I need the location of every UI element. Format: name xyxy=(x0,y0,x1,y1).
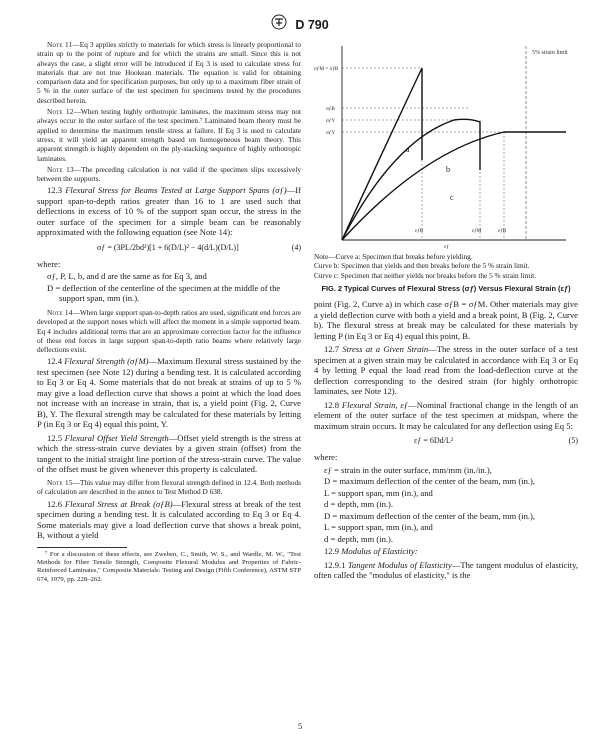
section-12-4: 12.4 Flexural Strength (σƒM)—Maximum flexural stress sustained by the test specimen (see Note 12) during a bending test. It is calculated according to Eq 3 or Eq 4. Some materials that do not break at strains of up to 5 % may give a load deflection curve that shows a point at which the load does not increase with an increase in strain, that is, a yield point (Fig. 2, Curve B), Y. The flexural strength may be calculated for these materials by letting P (in Eq 3 or Eq 4) equal this point, Y. xyxy=(37,356,301,430)
section-12-6: 12.6 Flexural Stress at Break (σƒB)—Flexural stress at break of the test specimen during a bending test. It is calculated according to Eq 3 or Eq 4. Some materials may give a load deflection curve that shows a break point, B, without a yield xyxy=(37,498,301,541)
figure-notes xyxy=(314,252,578,280)
note-14: Note 14—When large support span-to-depth ratios are used, significant end forces are developed at the support noses which will affect the moment in a simple supported beam. Eq 4 includes additional terms that are an approximate correction factor for the influence of these end forces in large support span-to-depth ratio beams where relatively large deflections exist. xyxy=(37,307,301,355)
astm-logo-icon xyxy=(271,14,287,35)
figure-2 xyxy=(314,40,578,250)
where-definition: L = support span, mm (in.), and xyxy=(324,522,433,533)
page-number: 5 xyxy=(297,721,303,731)
curve-label-b: b xyxy=(446,165,450,174)
where-definition: D = maximum deflection of the center of the beam, mm (in.), xyxy=(324,510,536,521)
where-definition: L = support span, mm (in.), and xyxy=(324,487,433,498)
section-12-8: 12.8 Flexural Strain, εƒ—Nominal fractional change in the length of an element of the outer surface of the test specimen at midspan, where the maximum strain occurs. It may be calculated for any deflection using Eq 5: xyxy=(314,399,578,431)
x-tick-label: εƒB xyxy=(415,228,424,234)
left-column xyxy=(37,40,301,584)
curve-a xyxy=(342,68,422,240)
note-12: Note 12—When testing highly orthotropic laminates, the maximum stress may not always occur in the outer surface of the test specimen.⁷ Laminated beam theory must be applied to determine the maximum tensile stress at failure. If Eq 3 is used to calculate stress, it will yield an apparent strength based on homogeneous beam theory. This apparent strength is highly dependent on the ply-stacking sequence of highly orthotropic laminates. xyxy=(37,107,302,163)
section-12-9: 12.9 Modulus of Elasticity: xyxy=(324,546,418,557)
curve-label-c: c xyxy=(450,193,454,202)
where-definition: σƒ, P, L, b, and d are the same as for Eq 3, and xyxy=(47,271,207,282)
equation-4-number: (4) xyxy=(291,242,301,252)
where-definition: d = depth, mm (in.). xyxy=(324,499,394,510)
section-12-9-1: 12.9.1 Tangent Modulus of Elasticity—The tangent modulus of elasticity, often called the "modulus of elasticity," is the xyxy=(314,559,579,581)
x-tick-label: εƒB xyxy=(498,228,507,234)
note-13: Note 13—The preceding calculation is not valid if the specimen slips excessively between the supports. xyxy=(37,164,301,184)
section-12-6-continued: point (Fig. 2, Curve a) in which case σƒB = σƒM. Other materials may give a yield deflection curve with both a yield and a break point, B (Fig. 2, Curve b). The flexural stress at break may be calculated for these materials by letting P (in Eq 3 or Eq 4) equal this point, B. xyxy=(314,299,578,341)
equation-5 xyxy=(314,434,578,450)
where-definition: d = depth, mm (in.). xyxy=(324,533,394,544)
note-11: Note 11—Eq 3 applies strictly to materials for which stress is linearly proportional to strain up to the point of rupture and for which the strains are small. Since this is not always the case, a slight error will be introduced if Eq 3 is used to calculate stress for materials that are not true Hookean materials. The equation is valid for obtaining comparison data and for specification purposes, but only up to a maximum fiber strain of 5 % in the outer surface of the test specimen for specimens tested by the procedures described herein. xyxy=(37,40,301,105)
where-definition: D = deflection of the centerline of the specimen at the middle of the support span, mm (in.). xyxy=(47,282,281,304)
note-15: Note 15—This value may differ from flexural strength defined in 12.4. Both methods of calculation are described in the annex to Test Method D 638. xyxy=(37,477,301,497)
y-label: σƒY xyxy=(326,118,336,124)
figure-note-c: Curve c: Specimen that neither yields nor breaks before the 5 % strain limit. xyxy=(314,270,537,280)
y-label: σƒB xyxy=(326,106,335,112)
standard-number: D 790 xyxy=(295,17,329,32)
footnote-7: ⁷ For a discussion of these effects, see Zweben, C., Smith, W. S., and Wardle, M. W., "Test Methods for Fiber Tensile Strength, Composite Flexural Modulus and Properties of Fabric-Reinforced Laminates," Composite Materials: Testing and Design (Fifth Conference), ASTM STP 674, 1979, pp. 228–262. xyxy=(37,550,301,583)
equation-4 xyxy=(37,241,301,257)
curve-label-a: a xyxy=(406,145,410,154)
where-label: where: xyxy=(37,258,61,269)
where-label: where: xyxy=(314,452,338,463)
curve-b xyxy=(342,119,480,240)
equation-4-formula: σƒ = (3PL/2bd²)[1 + 6(D/L)² − 4(d/L)(D/L)] xyxy=(97,242,239,252)
page-header xyxy=(0,14,600,35)
x-axis-label: εƒ xyxy=(444,244,450,250)
where-definition: D = maximum deflection of the center of the beam, mm (in.), xyxy=(324,476,536,487)
figure-caption: FIG. 2 Typical Curves of Flexural Stress (σƒ) Versus Flexural Strain (εƒ) xyxy=(321,283,571,293)
figure-note-b: Curve b: Specimen that yields and then breaks before the 5 % strain limit. xyxy=(314,261,530,271)
footnote-rule xyxy=(37,547,127,548)
right-column xyxy=(314,40,578,584)
x-tick-label: εƒM xyxy=(472,228,482,234)
equation-5-formula: εƒ = 6Dd/L² xyxy=(414,436,454,446)
section-12-5: 12.5 Flexural Offset Yield Strength—Offset yield strength is the stress at which the stress-strain curve deviates by a given strain (offset) from the tangent to the initial straight line portion of the stress-strain curve. The value of the offset must be given whenever this property is calculated. xyxy=(37,432,301,475)
equation-5-number: (5) xyxy=(568,436,578,446)
section-12-3: 12.3 Flexural Stress for Beams Tested at Large Support Spans (σƒ)—If support span-to-depth ratios greater than 16 to 1 are used such that deflections in excess of 10 % of the support span occur, the stress in the outer surface of the specimen for a simple beam can be reasonably approximated with the following equation (see Note 14): xyxy=(37,185,301,238)
section-12-7: 12.7 Stress at a Given Strain—The stress in the outer surface of a test specimen at a given strain may be calculated in accordance with Eq 3 or Eq 4 by letting P equal the load read from the load-deflection curve at the deflection corresponding to the desired strain (for highly orthotropic laminates, see Note 12). xyxy=(314,344,578,397)
where-definition: εƒ = strain in the outer surface, mm/mm (in./in.), xyxy=(324,464,492,475)
strain-limit-label: 5% strain limit xyxy=(532,50,568,56)
y-label: σƒY xyxy=(326,130,336,136)
stress-strain-diagram xyxy=(314,40,578,250)
figure-note-a: Note—Curve a: Specimen that breaks before yielding. xyxy=(314,252,473,261)
y-label: σƒM = σƒB xyxy=(314,66,339,72)
